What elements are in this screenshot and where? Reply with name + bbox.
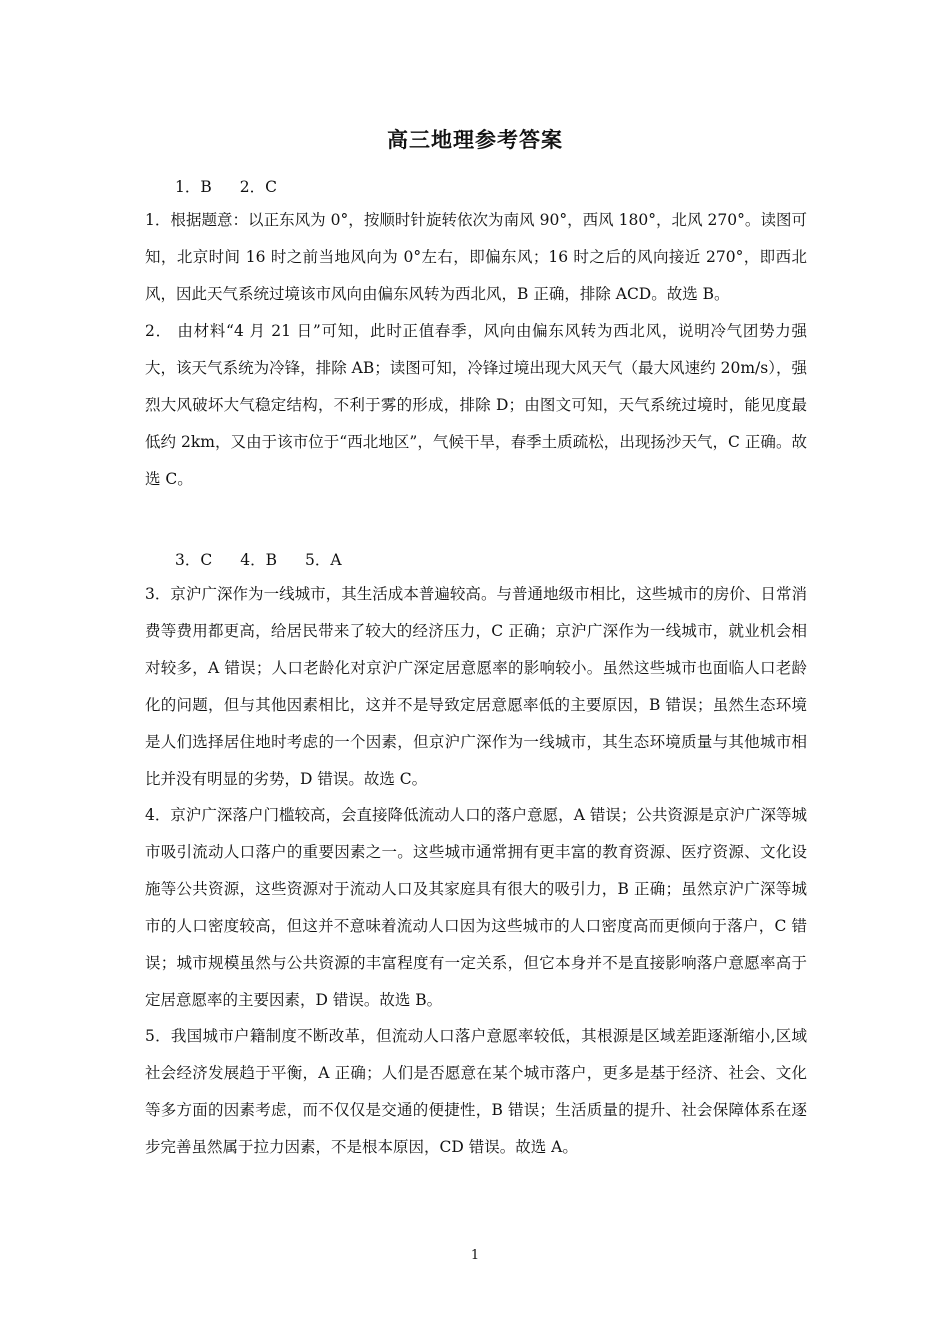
- answer-q4: 4．B: [240, 551, 277, 569]
- explanation-q2: 2． 由材料“4 月 21 日”可知，此时正值春季，风向由偏东风转为西北风，说明冷气团势力强大，该天气系统为冷锋，排除 AB；读图可知，冷锋过境出现大风天气（最大风速约 20m/s），强烈大风破坏大气稳定结构，不利于雾的形成，排除 D；由图文可知，天气系统过境时，能见度最低约 2km，又由于该市位于“西北地区”，气候干旱，春季土质疏松，出现扬沙天气，C 正确。故选 C。: [145, 322, 807, 488]
- answer-key-group-1: [175, 175, 305, 197]
- answer-q5: 5．A: [305, 551, 342, 569]
- answer-q1: 1．B: [175, 178, 212, 196]
- explanation-q5: 5．我国城市户籍制度不断改革，但流动人口落户意愿率较低，其根源是区域差距逐渐缩小,区域社会经济发展趋于平衡，A 正确；人们是否愿意在某个城市落户，更多是基于经济、社会、文化等多方面的因素考虑，而不仅仅是交通的便捷性，B 错误；生活质量的提升、社会保障体系在逐步完善虽然属于拉力因素，不是根本原因，CD 错误。故选 A。: [145, 1027, 807, 1156]
- explanation-q3: 3．京沪广深作为一线城市，其生活成本普遍较高。与普通地级市相比，这些城市的房价、日常消费等费用都更高，给居民带来了较大的经济压力，C 正确；京沪广深作为一线城市，就业机会相对较多，A 错误；人口老龄化对京沪广深定居意愿率的影响较小。虽然这些城市也面临人口老龄化的问题，但与其他因素相比，这并不是导致定居意愿率低的主要原因，B 错误；虽然生态环境是人们选择居住地时考虑的一个因素，但京沪广深作为一线城市，其生态环境质量与其他城市相比并没有明显的劣势，D 错误。故选 C。: [145, 585, 807, 788]
- page-title: 高三地理参考答案: [387, 127, 563, 152]
- answer-q3: 3．C: [175, 551, 213, 569]
- answer-key-group-2: [175, 548, 370, 570]
- explanation-q1: 1．根据题意：以正东风为 0°，按顺时针旋转依次为南风 90°，西风 180°，北风 270°。读图可知，北京时间 16 时之前当地风向为 0°左右，即偏东风；16 时之后的风向接近 270°，即西北风，因此天气系统过境该市风向由偏东风转为西北风，B 正确，排除 ACD。故选 B。: [145, 211, 807, 303]
- answer-q2: 2．C: [239, 178, 277, 196]
- explanation-q4: 4．京沪广深落户门槛较高，会直接降低流动人口的落户意愿，A 错误；公共资源是京沪广深等城市吸引流动人口落户的重要因素之一。这些城市通常拥有更丰富的教育资源、医疗资源、文化设施等公共资源，这些资源对于流动人口及其家庭具有很大的吸引力，B 正确；虽然京沪广深等城市的人口密度较高，但这并不意味着流动人口因为这些城市的人口密度高而更倾向于落户，C 错误；城市规模虽然与公共资源的丰富程度有一定关系，但它本身并不是直接影响落户意愿率高于定居意愿率的主要因素，D 错误。故选 B。: [145, 806, 807, 1009]
- page-number: 1: [470, 1248, 480, 1263]
